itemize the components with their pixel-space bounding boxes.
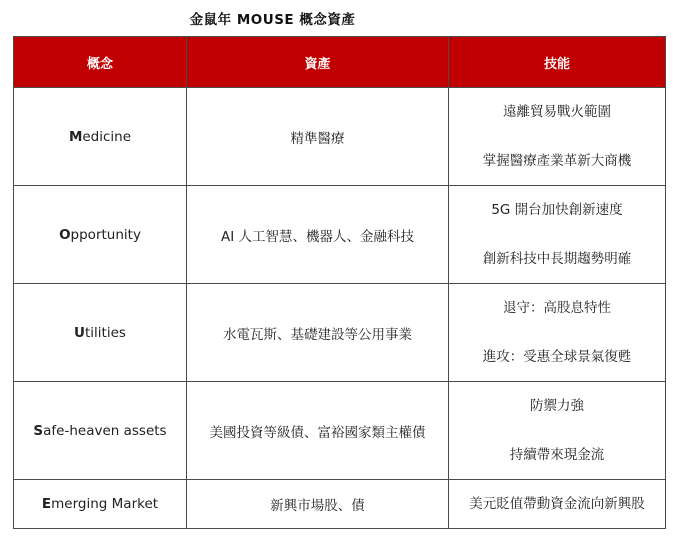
concept-cell: [14, 284, 187, 382]
skill-item: 持續帶來現金流: [509, 446, 605, 463]
asset-cell: 精準醫療: [187, 88, 449, 186]
concept-initial: O: [59, 226, 71, 243]
table-row: [14, 284, 666, 382]
concept-cell: [14, 480, 187, 529]
skill-cell: [449, 284, 666, 382]
skill-item: 美元貶值帶動資金流向新興股: [469, 495, 645, 512]
skill-item: 遠離貿易戰火範圍: [503, 104, 611, 121]
asset-cell: 水電瓦斯、基礎建設等公用事業: [187, 284, 449, 382]
table-row: [14, 88, 666, 186]
concept-rest: pportunity: [70, 226, 141, 243]
asset-cell: AI 人工智慧、機器人、金融科技: [187, 186, 449, 284]
concept-initial: S: [33, 422, 44, 439]
skill-cell: [449, 480, 666, 529]
header-asset: 資產: [187, 37, 449, 88]
concept-initial: U: [74, 324, 86, 341]
concept-rest: edicine: [82, 128, 132, 145]
mouse-concept-table: [13, 36, 666, 529]
skill-item: 創新科技中長期趨勢明確: [482, 250, 632, 267]
concept-rest: tilities: [85, 324, 126, 341]
table-header-row: [14, 37, 666, 88]
skill-item: 進攻：受惠全球景氣復甦: [482, 348, 632, 365]
concept-rest: merging Market: [51, 496, 159, 512]
asset-cell: 美國投資等級債、富裕國家類主權債: [187, 382, 449, 480]
concept-cell: [14, 186, 187, 284]
skill-cell: [449, 382, 666, 480]
header-skill: 技能: [449, 37, 666, 88]
skill-item: 掌握醫療產業革新大商機: [482, 152, 632, 169]
skill-item: 退守：高股息特性: [503, 300, 611, 317]
header-concept: 概念: [14, 37, 187, 88]
page-title: 金鼠年 MOUSE 概念資產: [189, 12, 356, 28]
skill-cell: [449, 186, 666, 284]
concept-initial: E: [41, 496, 52, 512]
concept-initial: M: [68, 128, 83, 145]
table-row: [14, 382, 666, 480]
asset-cell: 新興市場股、債: [187, 480, 449, 529]
concept-cell: [14, 382, 187, 480]
skill-item: 防禦力強: [530, 398, 584, 415]
skill-cell: [449, 88, 666, 186]
concept-rest: afe-heaven assets: [43, 422, 167, 439]
concept-cell: [14, 88, 187, 186]
table-row: [14, 186, 666, 284]
table-row: [14, 480, 666, 529]
skill-item: 5G 開台加快創新速度: [491, 202, 623, 219]
